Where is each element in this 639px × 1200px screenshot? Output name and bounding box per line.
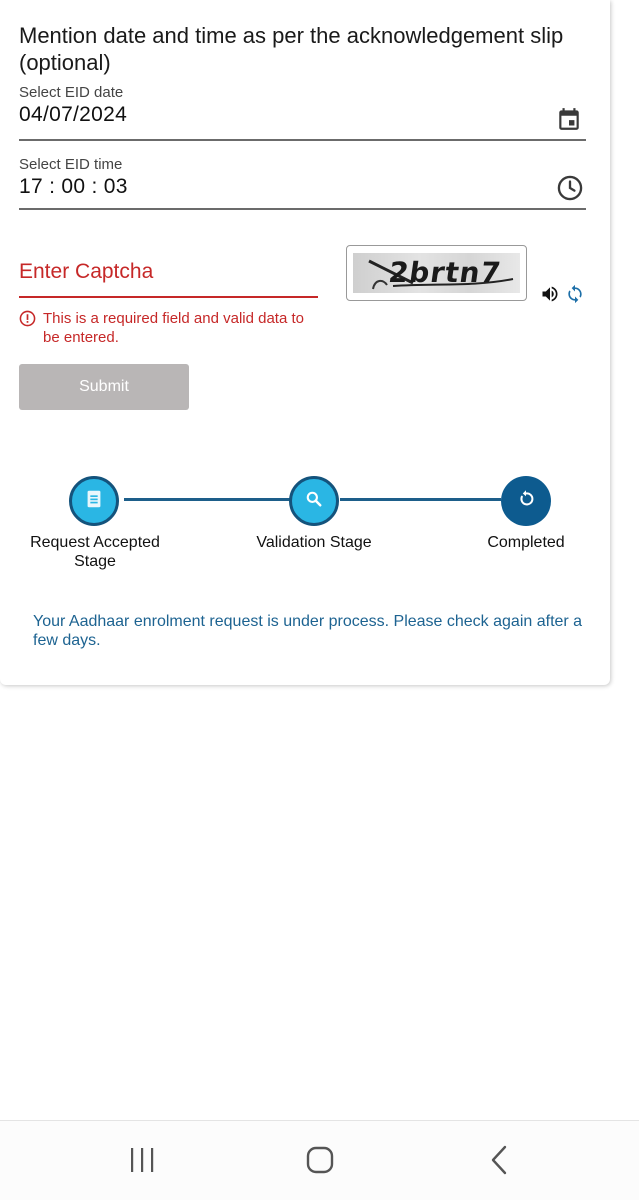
error-icon: [19, 310, 36, 327]
status-message: Your Aadhaar enrolment request is under process. Please check again after a few days.: [33, 613, 583, 649]
stage-validation: [289, 476, 339, 526]
system-nav-bar: [0, 1120, 639, 1200]
eid-time-underline: [19, 208, 586, 210]
form-heading: Mention date and time as per the acknowledgement slip (optional): [19, 23, 564, 75]
clock-icon[interactable]: [556, 174, 582, 200]
back-icon[interactable]: [483, 1143, 517, 1177]
captcha-image-text: 2brtn7: [386, 256, 504, 289]
captcha-input[interactable]: [19, 258, 318, 298]
stage-connector-2: [340, 498, 501, 501]
eid-time-value[interactable]: 17 : 00 : 03: [19, 175, 128, 198]
calendar-icon[interactable]: [556, 106, 582, 132]
refresh-icon[interactable]: [565, 284, 585, 304]
stage-label-request-accepted: Request Accepted Stage: [30, 534, 160, 570]
home-icon[interactable]: [303, 1143, 337, 1177]
restore-icon: [515, 488, 537, 515]
stage-label-completed: Completed: [487, 534, 565, 551]
document-icon: [83, 488, 105, 515]
stage-label-validation: Validation Stage: [256, 534, 372, 551]
eid-date-label: Select EID date: [19, 84, 124, 101]
eid-time-field[interactable]: [19, 156, 586, 212]
eid-date-underline: [19, 139, 586, 141]
stage-request-accepted: [69, 476, 119, 526]
stage-connector-1: [124, 498, 290, 501]
eid-time-label: Select EID time: [19, 156, 123, 173]
captcha-image: [346, 245, 527, 301]
submit-button[interactable]: Submit: [19, 364, 189, 410]
recent-apps-icon[interactable]: [125, 1143, 159, 1177]
stage-completed: [501, 476, 551, 526]
captcha-error-text: This is a required field and valid data to be entered.: [43, 310, 304, 346]
speaker-icon[interactable]: [540, 284, 560, 304]
search-icon: [304, 489, 324, 514]
eid-date-value[interactable]: 04/07/2024: [19, 103, 128, 126]
eid-date-field[interactable]: [19, 84, 586, 142]
captcha-placeholder: Enter Captcha: [19, 260, 154, 283]
